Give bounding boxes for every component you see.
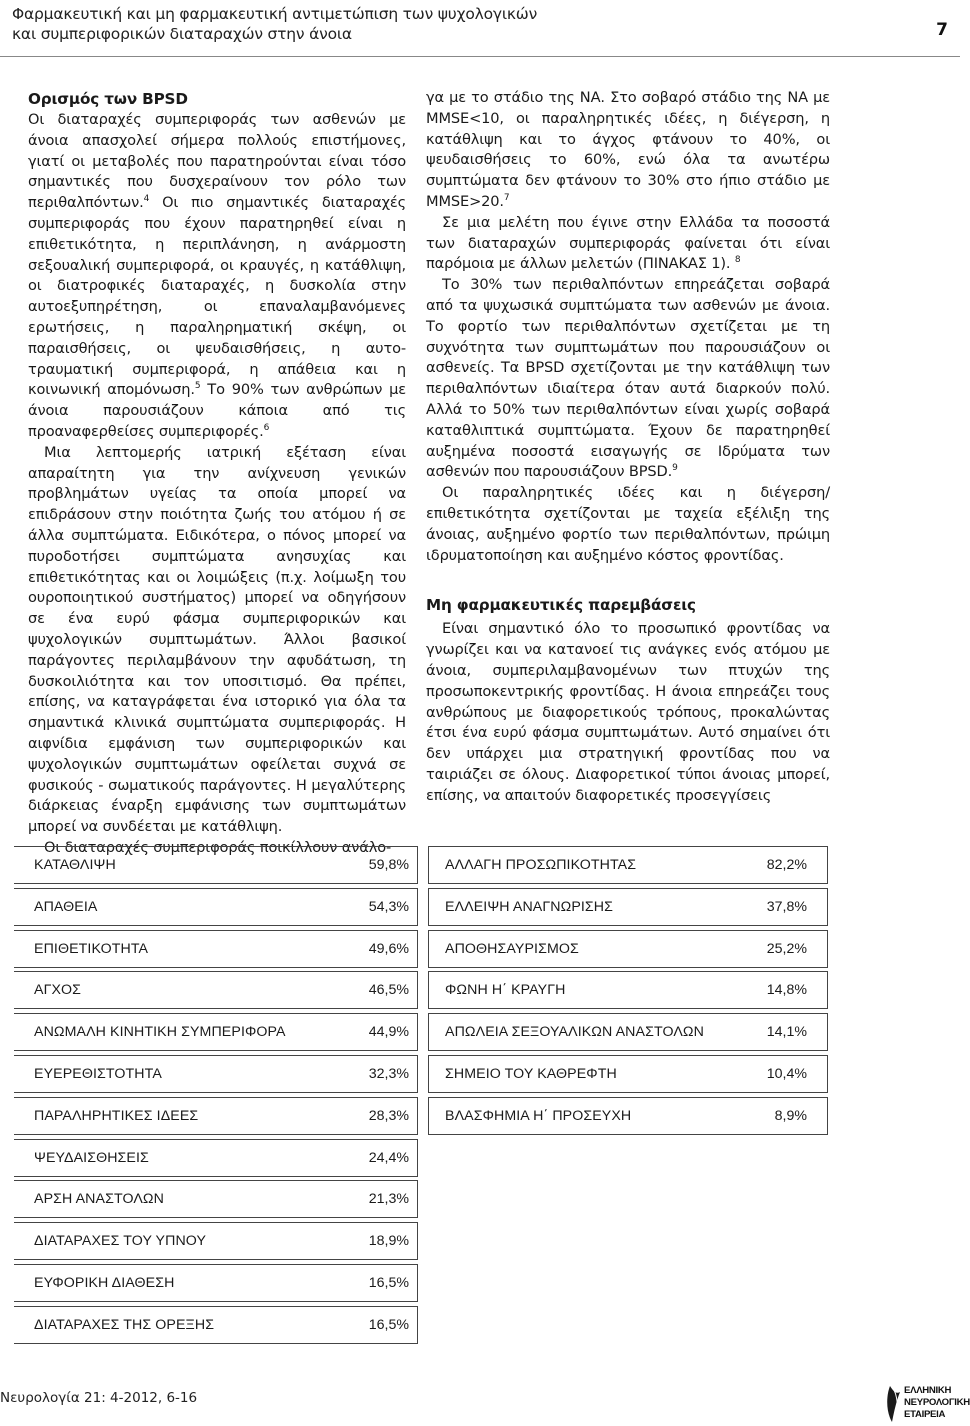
symptom-label: ΨΕΥΔΑΙΣΘΗΣΕΙΣ [34, 1149, 149, 1166]
paragraph: Είναι σημαντικό όλο το προσωπικό φροντίδας να γνωρίζει και να κατανοεί τις ανάγκες ενός ατόμου με άνοια, συμπεριλαμβανομένων των πτυχών της προσωποκεντρικής φροντίδας. Η άνοια επηρεάζει τους ανθρώπους με διαφορετικούς τρόπους, προκαλώντας έτσι ένα ευρύ φάσμα συμπτωμάτων. Αυτό σημαίνει ότι δεν υπάρχει μια στρατηγική φροντίδας που να ταιριάζει σε όλους. Διαφορετικοί τύποι άνοιας μπορεί, επίσης, να απαιτούν διαφορετικές προσεγγίσεις [426, 620, 830, 804]
symptom-label: ΑΛΛΑΓΗ ΠΡΟΣΩΠΙΚΟΤΗΤΑΣ [445, 857, 637, 873]
reference-marker: 5 [194, 381, 201, 392]
symptom-percentage: 49,6% [368, 940, 409, 957]
table-row [14, 1097, 418, 1135]
paragraph-text: γα με το στάδιο της ΝΑ. Στο σοβαρό στάδιο της ΝΑ με MMSE<10, οι παραληρητικές ιδέες, η διέγερση, η κατάθλιψη και το άγχος φτάνουν το 40%, οι ψευδαισθήσεις το 60%, ενώ όλα τα ανωτέρω συμπτώματα δεν φτάνουν το 30% στο ήπιο στάδιο με MMSE>20. [426, 89, 830, 210]
symptom-percentage: 32,3% [368, 1065, 409, 1082]
table-row [14, 888, 418, 926]
symptom-percentage: 14,1% [766, 1024, 807, 1041]
section-heading-non-pharma: Μη φαρμακευτικές παρεμβάσεις [426, 596, 696, 615]
paragraph-text: Το 90% των ανθρώπων με άνοια παρουσιάζουν κάποια από τις προαναφερθείσες συμπεριφορές. [28, 381, 407, 440]
table-row [14, 1306, 418, 1344]
symptom-label: ΚΑΤΑΘΛΙΨΗ [34, 857, 116, 873]
symptom-label: ΔΙΑΤΑΡΑΧΕΣ ΤΟΥ ΥΠΝΟΥ [34, 1233, 207, 1250]
symptom-label: ΕΛΛΕΙΨΗ ΑΝΑΓΝΩΡΙΣΗΣ [445, 898, 614, 915]
symptom-percentage: 10,4% [766, 1065, 807, 1082]
table-row [14, 1264, 418, 1302]
symptom-percentage: 16,5% [368, 1274, 409, 1291]
header-divider [0, 56, 960, 57]
table-row [428, 971, 828, 1009]
paragraph [426, 88, 830, 213]
symptom-label: ΠΑΡΑΛΗΡΗΤΙΚΕΣ ΙΔΕΕΣ [34, 1107, 199, 1124]
left-column [28, 88, 406, 859]
symptom-percentage: 18,9% [368, 1233, 409, 1250]
symptom-label: ΣΗΜΕΙΟ ΤΟΥ ΚΑΘΡΕΦΤΗ [445, 1065, 617, 1082]
table-row [14, 971, 418, 1009]
table-row [428, 1055, 828, 1093]
symptom-percentage: 54,3% [368, 898, 409, 915]
paragraph [28, 110, 406, 443]
table-row [14, 1013, 418, 1051]
journal-citation: Νευρολογία 21: 4-2012, 6-16 [0, 1390, 198, 1406]
logo-line: ΕΛΛΗΝΙΚΗ [904, 1385, 952, 1396]
symptom-percentage: 37,8% [766, 898, 807, 915]
header-title-line-2: και συμπεριφορικών διαταραχών στην άνοια [12, 25, 352, 43]
reference-marker: 8 [734, 255, 741, 266]
table-row [14, 846, 418, 884]
symptom-label: ΕΥΕΡΕΘΙΣΤΟΤΗΤΑ [34, 1065, 162, 1082]
paragraph: Μια λεπτομερής ιατρική εξέταση είναι απαραίτητη για την ανίχνευση γενικών προβλημάτων υγείας τα οποία μπορεί να επιδράσουν στην ποιότητα ζωής του ατόμου ή σε άλλα συμπτώματα. Ειδικότερα, ο πόνος μπορεί να πυροδοτήσει συμπτώματα ανησυχίας και επιθετικότητας και οι λοιμώξεις (π.χ. λοίμωξη του ουροποιητικού συστήματος) μπορεί να οδηγήσουν σε ένα ευρύ φάσμα συμπεριφορικών και ψυχολογικών συμπτωμάτων. Άλλοι βασικοί παράγοντες περιλαμβάνουν την αφυδάτωση, τη δυσκοιλιότητα και τον υποσιτισμό. Θα πρέπει, επίσης, να καταγράφεται ένα ιστορικό για όλα τα σημαντικά κλινικά συμπτώματα συμπεριφοράς. Η αιφνίδια εμφάνιση των συμπεριφορικών και ψυχολογικών συμπτωμάτων οφείλεται συχνά σε φυσικούς - σωματικούς παράγοντες. Η μεγαλύτερης διάρκειας έναρξη εμφάνισης των συμπτωμάτων μπορεί να συνδέεται με κατάθλιψη. [28, 443, 406, 836]
reference-marker: 6 [263, 422, 270, 433]
table-row [14, 1180, 418, 1218]
symptom-percentage: 25,2% [766, 940, 807, 957]
table-row [428, 1097, 828, 1135]
logo-line: ΕΤΑΙΡΕΙΑ [904, 1409, 946, 1420]
table-row [428, 1013, 828, 1051]
symptom-percentage: 8,9% [774, 1107, 807, 1124]
society-logo-text [904, 1385, 970, 1421]
symptom-table-right [428, 846, 828, 1139]
table-row [14, 1139, 418, 1177]
paragraph-text: Το 30% των περιθαλπόντων επηρεάζεται σοβαρά από τα ψυχωσικά συμπτώματα των ασθενών με άνοια. Το φορτίο των περιθαλπόντων σχετίζεται με τη συχνότητα των συμπτωμάτων που παρουσιάζουν οι ασθενείς. Τα BPSD σχετίζονται με την κατάθλιψη των περιθαλπόντων ιδιαίτερα όταν αυτά διαρκούν πολύ. Αλλά το 50% των περιθαλπόντων είναι χωρίς σοβαρά καταθλιπτικά συμπτώματα. Έχουν δε παρατηρηθεί αυξημένα ποσοστά εισαγωγής σε Ιδρύματα των ασθενών που παρουσιάζουν BPSD. [426, 276, 830, 481]
table-row [428, 888, 828, 926]
symptom-percentage: 44,9% [368, 1024, 409, 1041]
paragraph [426, 275, 830, 483]
symptom-label: ΕΠΙΘΕΤΙΚΟΤΗΤΑ [34, 940, 149, 957]
paragraph: Οι διαταραχές συμπεριφοράς ποικίλλουν ανάλο- [44, 838, 392, 856]
symptom-label: ΕΥΦΟΡΙΚΗ ΔΙΑΘΕΣΗ [34, 1274, 175, 1291]
reference-marker: 9 [672, 463, 678, 474]
symptom-percentage: 59,8% [368, 857, 409, 873]
symptom-table-left [14, 846, 418, 1348]
reference-marker: 7 [503, 192, 510, 203]
paragraph-text: Οι πιο σημαντικές διαταραχές συμπεριφοράς που έχουν παρατηρηθεί είναι η επιθετικότητα, η περιπλάνηση, η ανάρμοστη σεξουαλική συμπεριφορά, οι κραυγές, η κατάθλιψη, οι διατροφικές διαταραχές, η δυσκολία στην αυτοεξυπηρέτηση, οι επαναλαμβανόμενες ερωτήσεις, η παραληρηματική σκέψη, οι παραισθήσεις, οι ψευδαισθήσεις, η αυτο-τραυματική συμπεριφορά, η απάθεια και η κοινωνική απομόνωση. [28, 194, 406, 399]
symptom-percentage: 28,3% [368, 1107, 409, 1124]
section-heading-bpsd: Ορισμός των BPSD [28, 90, 188, 108]
running-header [12, 4, 912, 44]
symptom-percentage: 82,2% [766, 857, 807, 873]
symptom-label: ΔΙΑΤΑΡΑΧΕΣ ΤΗΣ ΟΡΕΞΗΣ [34, 1316, 215, 1333]
symptom-label: ΑΠΩΛΕΙΑ ΣΕΞΟΥΑΛΙΚΩΝ ΑΝΑΣΤΟΛΩΝ [445, 1024, 704, 1041]
symptom-percentage: 24,4% [368, 1149, 409, 1166]
page-number: 7 [936, 20, 948, 40]
symptom-label: ΑΝΩΜΑΛΗ ΚΙΝΗΤΙΚΗ ΣΥΜΠΕΡΙΦΟΡΑ [34, 1024, 286, 1041]
paragraph-text: Οι διαταραχές συμπεριφοράς των ασθενών με άνοια απασχολεί σήμερα πολλούς επιστήμονες, γιατί οι μεταβολές που παρατηρούνται είναι τόσο σημαντικές που δυσχεραίνουν τον ρόλο των περιθαλπόντων. [28, 111, 406, 212]
paragraph [426, 213, 830, 275]
symptom-label: ΑΓΧΟΣ [34, 982, 82, 999]
logo-line: ΝΕΥΡΟΛΟΓΙΚΗ [904, 1397, 970, 1408]
table-row [14, 930, 418, 968]
reference-marker: 4 [143, 194, 150, 205]
symptom-label: ΑΠΟΘΗΣΑΥΡΙΣΜΟΣ [445, 940, 579, 957]
symptom-label: ΑΡΣΗ ΑΝΑΣΤΟΛΩΝ [34, 1191, 164, 1208]
table-row [428, 846, 828, 884]
logo-emblem-icon [887, 1386, 900, 1422]
header-title-line-1: Φαρμακευτική και μη φαρμακευτική αντιμετώπιση των ψυχολογικών [12, 5, 538, 23]
paragraph-text: Σε μια μελέτη που έγινε στην Ελλάδα τα ποσοστά των διαταραχών συμπεριφοράς φαίνεται ότι είναι παρόμοια με άλλων μελετών (ΠΙΝΑΚΑΣ 1). [426, 213, 830, 273]
symptom-percentage: 46,5% [368, 982, 409, 999]
symptom-percentage: 14,8% [766, 982, 807, 999]
table-row [428, 930, 828, 968]
symptom-label: ΑΠΑΘΕΙΑ [34, 898, 98, 915]
right-column [426, 88, 830, 807]
symptom-percentage: 21,3% [368, 1191, 409, 1208]
symptom-percentage: 16,5% [368, 1316, 409, 1333]
table-row [14, 1222, 418, 1260]
symptom-label: ΒΛΑΣΦΗΜΙΑ Η΄ ΠΡΟΣΕΥΧΗ [445, 1107, 632, 1124]
table-row [14, 1055, 418, 1093]
paragraph: Οι παραληρητικές ιδέες και η διέγερση/ επιθετικότητα σχετίζονται με ταχεία εξέλιξη της άνοιας, αυξημένο φορτίο των περιθαλπόντων, πρώιμη ιδρυματοποίηση και αυξημένο κόστος φροντίδας. [426, 484, 830, 564]
symptom-label: ΦΩΝΗ Η΄ ΚΡΑΥΓΗ [445, 982, 566, 999]
